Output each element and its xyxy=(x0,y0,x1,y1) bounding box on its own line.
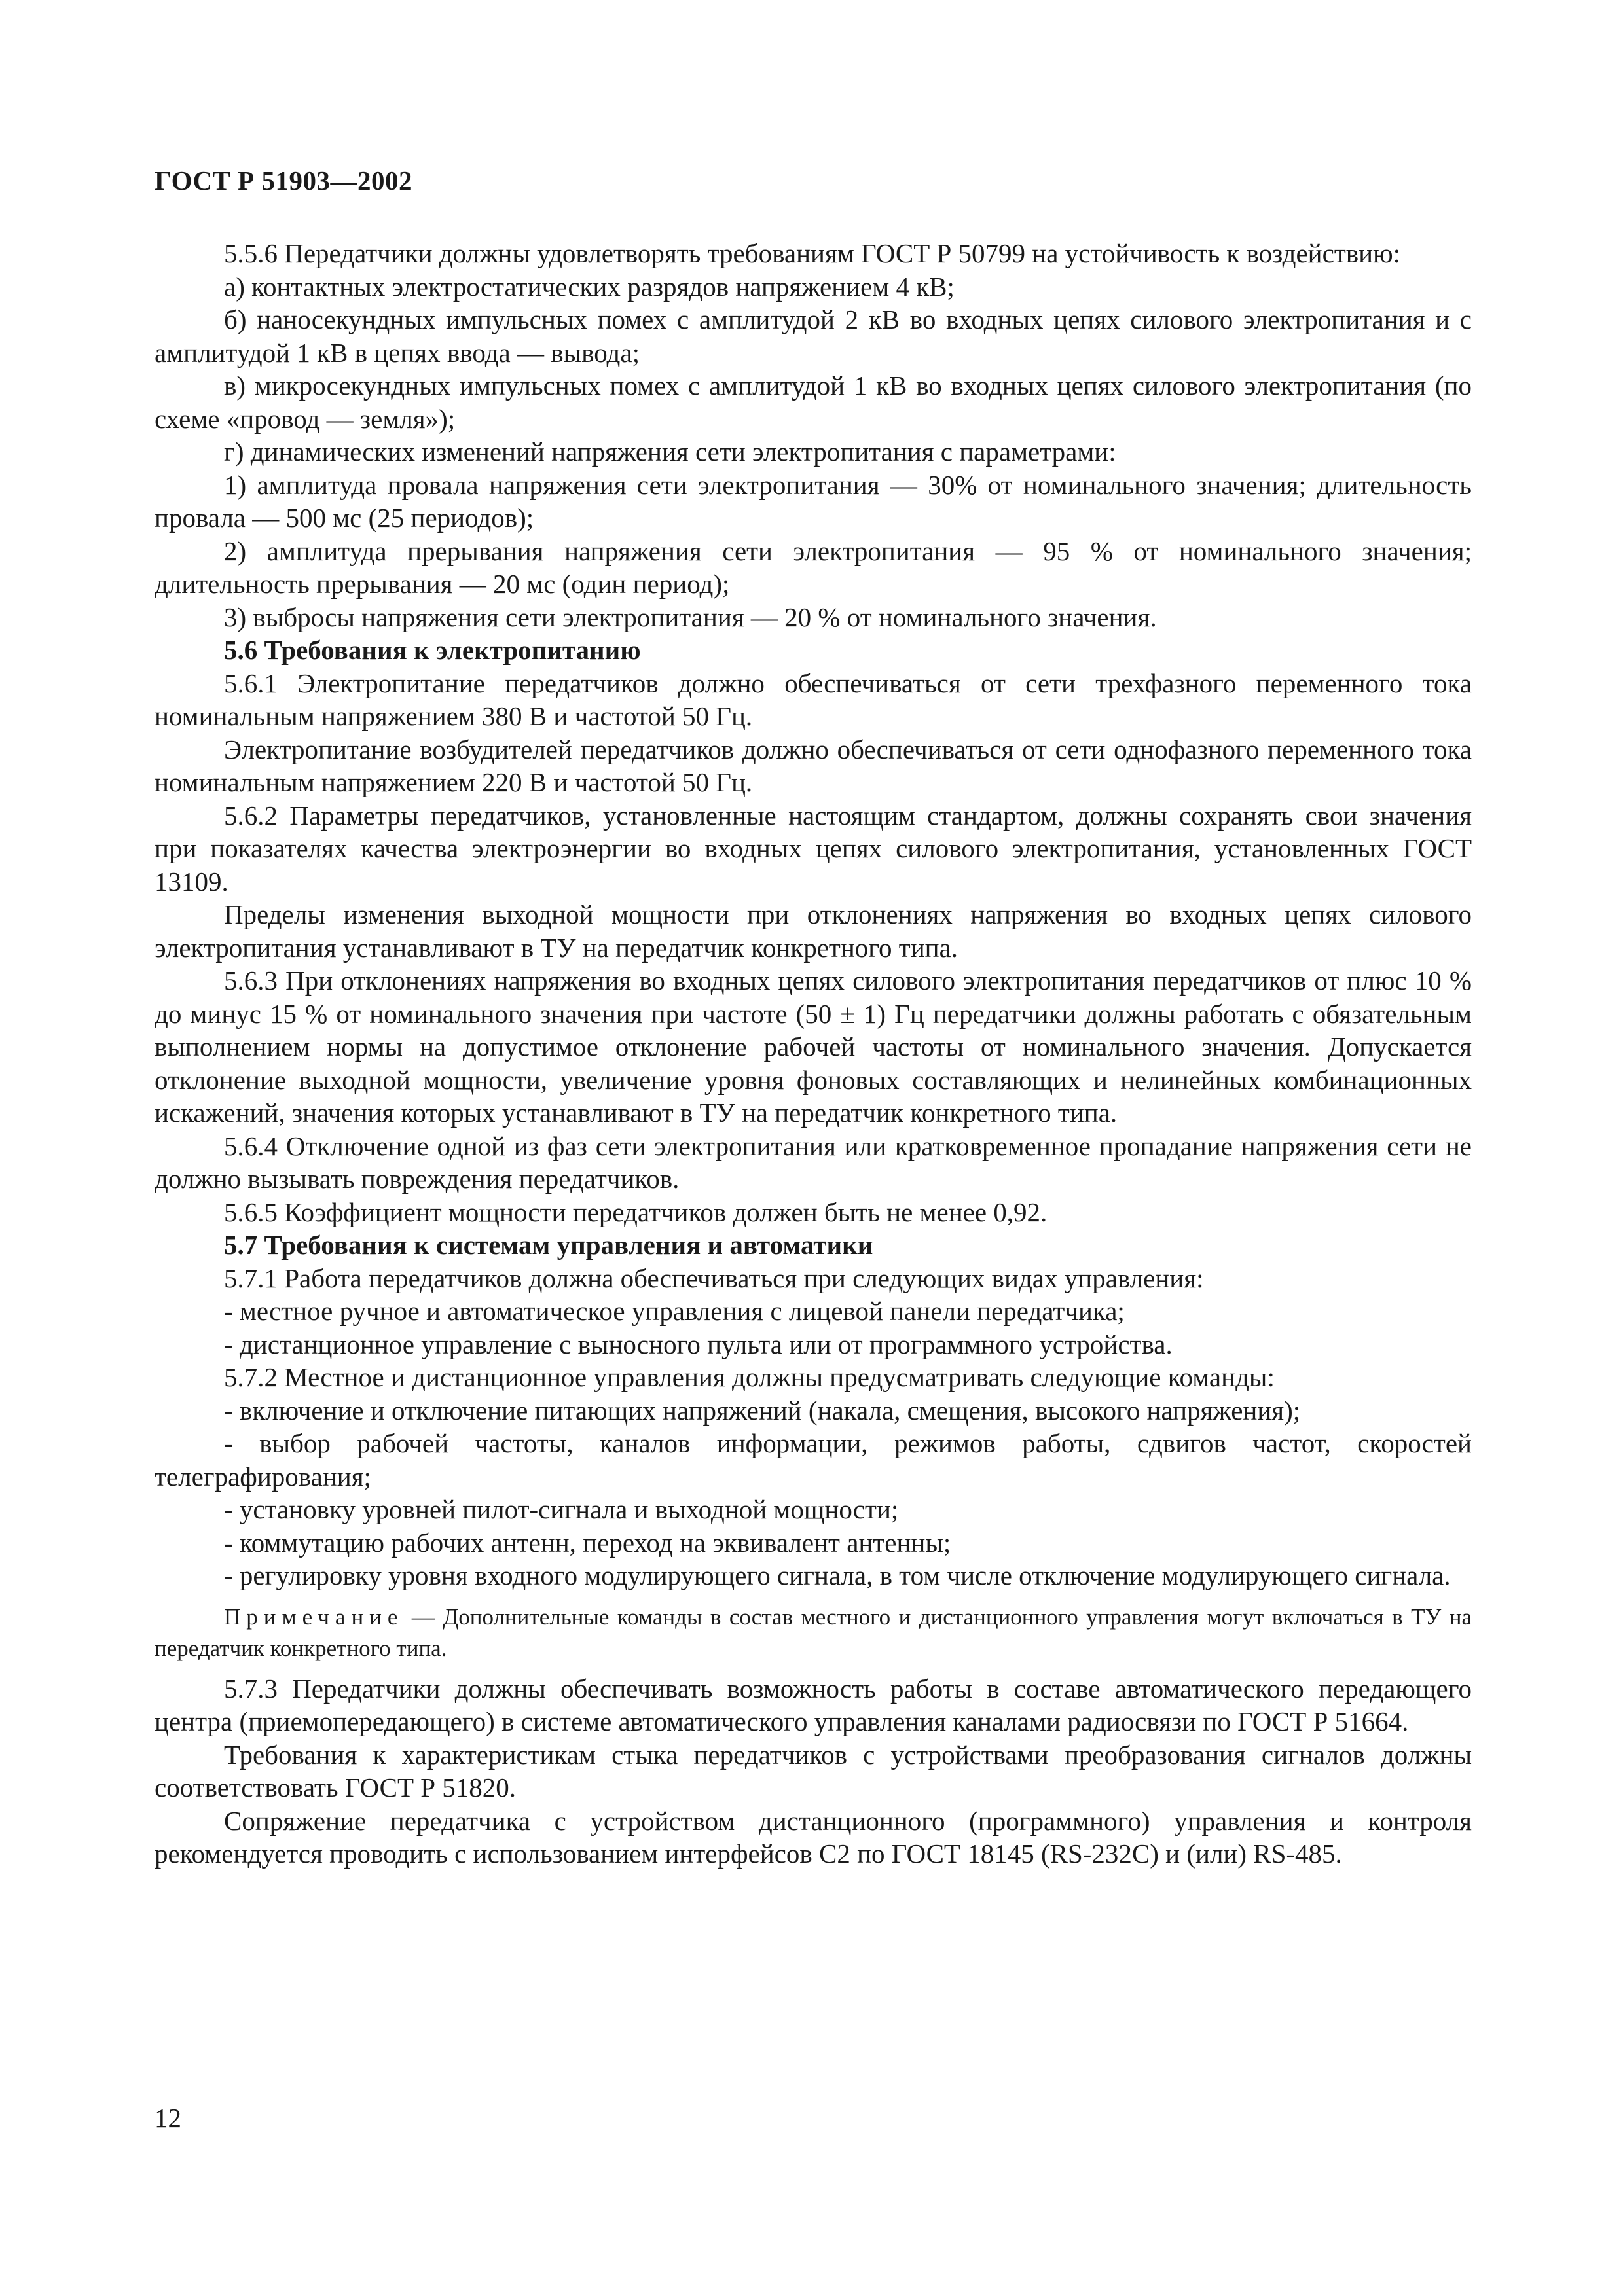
page-number: 12 xyxy=(155,2103,181,2133)
paragraph: в) микросекундных импульсных помех с амплитудой 1 кВ во входных цепях силового электропитания (по схеме «провод — земля»); xyxy=(155,370,1472,434)
document-body xyxy=(155,237,1472,1871)
paragraph: 5.6.3 При отклонениях напряжения во входных цепях силового электропитания передатчиков от плюс 10 % до минус 15 % от номинального значения при частоте (50 ± 1) Гц передатчики должны работать с обязательным выполнением нормы на допустимое отклонение рабочей частоты от номинального значения. Допускается отклонение выходной мощности, увеличение уровня фоновых составляющих и нелинейных комбинационных искажений, значения которых устанавливают в ТУ на передатчик конкретного типа. xyxy=(155,965,1472,1128)
document-header: ГОСТ Р 51903—2002 xyxy=(155,166,412,196)
note xyxy=(155,1602,1472,1664)
paragraph: а) контактных электростатических разрядов напряжением 4 кВ; xyxy=(224,271,955,302)
paragraph: - дистанционное управление с выносного пульта или от программного устройства. xyxy=(224,1329,1173,1359)
paragraph: Пределы изменения выходной мощности при отклонениях напряжения во входных цепях силового электропитания устанавливают в ТУ на передатчик конкретного типа. xyxy=(155,899,1472,963)
section-heading: 5.6 Требования к электропитанию xyxy=(224,635,641,665)
paragraph: - установку уровней пилот-сигнала и выходной мощности; xyxy=(224,1494,899,1524)
paragraph: 5.7.2 Местное и дистанционное управления должны предусматривать следующие команды: xyxy=(224,1362,1275,1392)
paragraph: - выбор рабочей частоты, каналов информации, режимов работы, сдвигов частот, скоростей телеграфирования; xyxy=(155,1428,1472,1492)
paragraph: 5.7.1 Работа передатчиков должна обеспечиваться при следующих видах управления: xyxy=(224,1263,1204,1293)
paragraph: Электропитание возбудителей передатчиков должно обеспечиваться от сети однофазного переменного тока номинальным напряжением 220 В и частотой 50 Гц. xyxy=(155,734,1472,797)
paragraph: - коммутацию рабочих антенн, переход на эквивалент антенны; xyxy=(224,1527,951,1558)
paragraph: 2) амплитуда прерывания напряжения сети электропитания — 95 % от номинального значения; длительность прерывания — 20 мс (один период); xyxy=(155,535,1472,599)
paragraph: 5.7.3 Передатчики должны обеспечивать возможность работы в составе автоматического передающего центра (приемопередающего) в системе автоматического управления каналами радиосвязи по ГОСТ Р 51664. xyxy=(155,1673,1472,1736)
paragraph: 5.6.5 Коэффициент мощности передатчиков должен быть не менее 0,92. xyxy=(224,1196,1048,1227)
section-heading: 5.7 Требования к системам управления и автоматики xyxy=(224,1230,873,1260)
paragraph: 5.5.6 Передатчики должны удовлетворять требованиям ГОСТ Р 50799 на устойчивость к воздействию: xyxy=(224,238,1401,268)
paragraph: - регулировку уровня входного модулирующего сигнала, в том числе отключение модулирующего сигнала. xyxy=(224,1560,1451,1590)
paragraph: - включение и отключение питающих напряжений (накала, смещения, высокого напряжения); xyxy=(224,1395,1301,1426)
paragraph: 1) амплитуда провала напряжения сети электропитания — 30% от номинального значения; длительность провала — 500 мс (25 периодов); xyxy=(155,469,1472,533)
paragraph: 5.6.4 Отключение одной из фаз сети электропитания или кратковременное пропадание напряжения сети не должно вызывать повреждения передатчиков. xyxy=(155,1130,1472,1194)
paragraph: - местное ручное и автоматическое управления с лицевой панели передатчика; xyxy=(224,1296,1125,1326)
paragraph: 3) выбросы напряжения сети электропитания — 20 % от номинального значения. xyxy=(224,601,1157,632)
paragraph: б) наносекундных импульсных помех с амплитудой 2 кВ во входных цепях силового электропитания и с амплитудой 1 кВ в цепях ввода — вывода; xyxy=(155,304,1472,368)
section-text-after-note xyxy=(155,1672,1472,1871)
paragraph: 5.6.2 Параметры передатчиков, установленные настоящим стандартом, должны сохранять свои значения при показателях качества электроэнергии во входных цепях силового электропитания, установленных ГОСТ 13109. xyxy=(155,800,1472,897)
paragraph: Сопряжение передатчика с устройством дистанционного (программного) управления и контроля рекомендуется проводить с использованием интерфейсов С2 по ГОСТ 18145 (RS-232С) и (или) RS-485. xyxy=(155,1805,1472,1869)
paragraph: Требования к характеристикам стыка передатчиков с устройствами преобразования сигналов должны соответствовать ГОСТ Р 51820. xyxy=(155,1739,1472,1803)
section-text-before-note xyxy=(155,237,1472,1592)
note-label: Примечание xyxy=(224,1604,404,1630)
paragraph: г) динамических изменений напряжения сети электропитания с параметрами: xyxy=(224,437,1116,467)
paragraph: 5.6.1 Электропитание передатчиков должно обеспечиваться от сети трехфазного переменного тока номинальным напряжением 380 В и частотой 50 Гц. xyxy=(155,668,1472,731)
note-text: — Дополнительные команды в состав местного и дистанционного управления могут включаться в ТУ на передатчик конкретного типа. xyxy=(155,1604,1472,1661)
